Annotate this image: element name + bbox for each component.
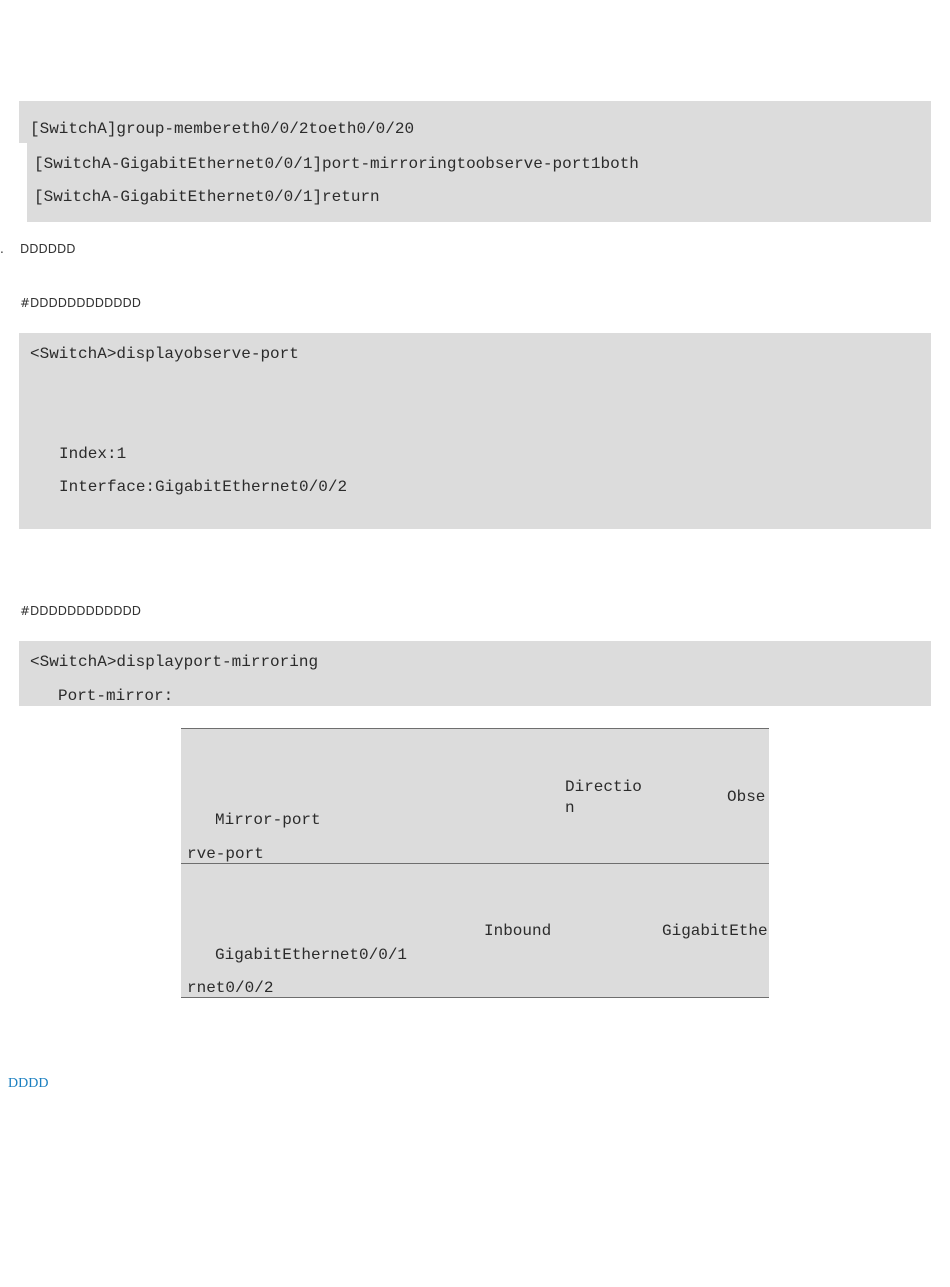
table-row-divider: [181, 863, 769, 864]
table-header-direction-wrap: n: [565, 799, 575, 817]
footer-link[interactable]: DDDD: [8, 1076, 49, 1091]
code-command: <SwitchA>displayobserve-port: [30, 345, 299, 363]
table-header-observe-port-wrap: rve-port: [187, 845, 264, 863]
code-line: [SwitchA-GigabitEthernet0/0/1]return: [34, 188, 380, 206]
code-output-port-mirror: Port-mirror:: [58, 687, 174, 705]
comment-text: #DDDDDDDDDDDD: [20, 296, 141, 310]
comment-text: #DDDDDDDDDDDD: [20, 604, 141, 618]
code-line: [SwitchA]group-membereth0/0/2toeth0/0/20: [30, 120, 415, 138]
table-cell-observe-port: GigabitEthe: [662, 922, 768, 940]
table-header-mirror-port: Mirror-port: [215, 811, 321, 829]
table-header-direction: Directio: [565, 778, 642, 796]
table-cell-mirror-port: GigabitEthernet0/0/1: [215, 946, 408, 964]
table-top-border: [181, 728, 769, 729]
table-cell-observe-port-wrap: rnet0/0/2: [187, 979, 274, 997]
step-title: DDDDDD: [20, 242, 76, 256]
table-cell-direction: Inbound: [484, 922, 552, 940]
table-header-observe-port: Obse: [727, 788, 766, 806]
table-bottom-border: [181, 997, 769, 998]
code-output-interface: Interface:GigabitEthernet0/0/2: [59, 478, 348, 496]
code-command: <SwitchA>displayport-mirroring: [30, 653, 319, 671]
code-output-index: Index:1: [59, 445, 127, 463]
step-marker: .: [0, 242, 4, 256]
code-line: [SwitchA-GigabitEthernet0/0/1]port-mirroringtoobserve-port1both: [34, 155, 639, 173]
